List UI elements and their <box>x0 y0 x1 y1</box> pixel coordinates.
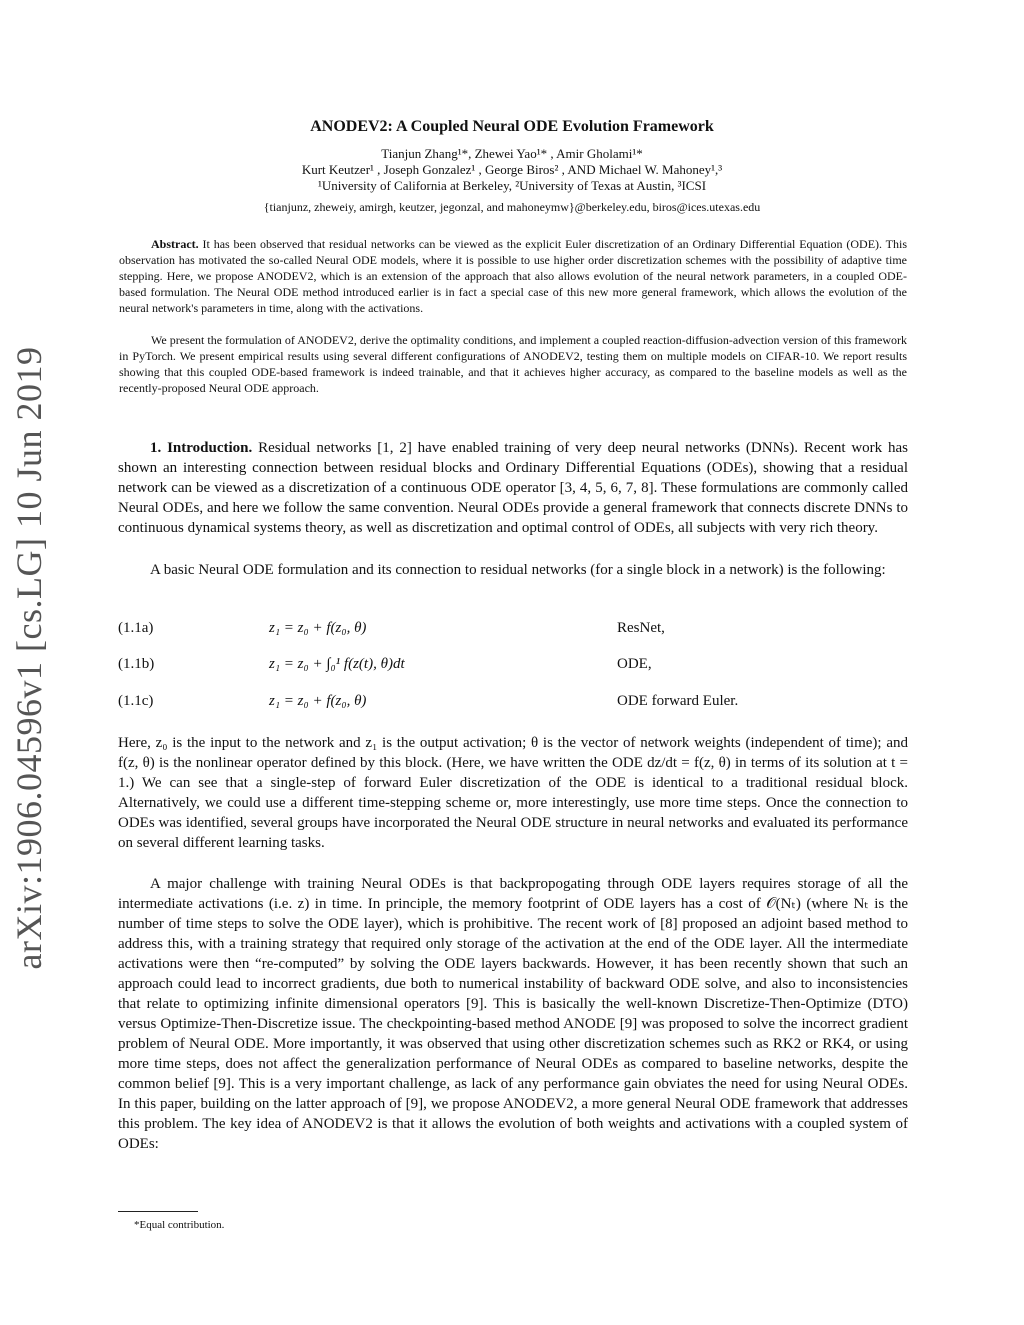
abstract-paragraph-2: We present the formulation of ANODEV2, derive the optimality conditions, and implement a coupled reaction-diffusion-advection version of this framework in PyTorch. We present empirical results using several different configurations of ANODEV2, testing them on multiple models on CIFAR-10. We report results showing that this coupled ODE-based framework is indeed trainable, and that it achieves higher accuracy, as compared to the baseline models as well as the recently-proposed Neural ODE approach. <box>119 333 907 395</box>
author-line-1: Tianjun Zhang¹*, Zhewei Yao¹* , Amir Gholami¹* <box>381 146 643 161</box>
paper-title: ANODEV2: A Coupled Neural ODE Evolution Framework <box>310 118 714 135</box>
abstract-label: Abstract. <box>151 237 199 251</box>
equation-label: (1.1b) <box>118 656 155 672</box>
arxiv-stamp: arXiv:1906.04596v1 [cs.LG] 10 Jun 2019 <box>9 346 49 970</box>
abstract-paragraph-1 <box>119 236 907 316</box>
equation-expression: z₁ = z₀ + f(z₀, θ) <box>269 620 367 636</box>
section-heading-introduction: 1. Introduction. <box>150 440 253 456</box>
equation-1-1b <box>118 656 908 680</box>
author-emails: {tianjunz, zheweiy, amirgh, keutzer, jegonzal, and mahoneymw}@berkeley.edu, biros@ices.utexas.edu <box>263 200 761 214</box>
intro-paragraph-2: A basic Neural ODE formulation and its connection to residual networks (for a single block in a network) is the following: <box>150 562 886 578</box>
equation-1-1a <box>118 620 908 644</box>
footnote-rule <box>118 1211 198 1212</box>
equation-note: ODE forward Euler. <box>617 693 739 709</box>
equation-expression: z₁ = z₀ + f(z₀, θ) <box>269 693 367 709</box>
equation-expression: z₁ = z₀ + ∫₀¹ f(z(t), θ)dt <box>269 656 405 672</box>
equation-label: (1.1a) <box>118 620 154 636</box>
author-line-2: Kurt Keutzer¹ , Joseph Gonzalez¹ , George Biros² , AND Michael W. Mahoney¹,³ <box>301 162 723 177</box>
equation-1-1c <box>118 693 908 717</box>
intro-paragraph-3: Here, z₀ is the input to the network and z₁ is the output activation; θ is the vector of network weights (independent of time); and f(z, θ) is the nonlinear operator defined by this block. (Here, we have written the ODE dz/dt = f(z, θ) in terms of its solution at t = 1.) We can see that a single-step of forward Euler discretization of the ODE is identical to a traditional residual block. Alternatively, we could use a different time-stepping scheme or, more interestingly, use more time steps. Once the connection to ODEs was identified, several groups have incorporated the Neural ODE structure in neural networks and evaluated its performance on several different learning tasks. <box>118 735 908 851</box>
intro-paragraph-1 <box>118 438 908 538</box>
affiliations: ¹University of California at Berkeley, ²University of Texas at Austin, ³ICSI <box>317 178 707 193</box>
equation-note: ResNet, <box>617 620 665 636</box>
equation-note: ODE, <box>617 656 652 672</box>
intro-text-1: Residual networks [1, 2] have enabled training of very deep neural networks (DNNs). Recent work has shown an interesting connection between residual blocks and Ordinary Differential Equations (ODEs), showing that a residual network can be viewed as a discretization of a continuous ODE operator [3, 4, 5, 6, 7, 8]. These formulations are commonly called Neural ODEs, and here we follow the same convention. Neural ODEs provide a general framework that connects discrete DNNs to continuous dynamical systems theory, as well as discretization and optimal control of ODEs, all subjects with very rich theory. <box>118 440 908 536</box>
abstract-text-1: It has been observed that residual networks can be viewed as the explicit Euler discretization of an Ordinary Differential Equation (ODE). This observation has motivated the so-called Neural ODE models, where it is possible to use higher order discretization schemes with the possibility of adaptive time stepping. Here, we propose ANODEV2, which is an extension of the approach that also allows evolution of the neural network parameters, in a coupled ODE-based formulation. The Neural ODE method introduced earlier is in fact a special case of this new more general framework, which allows the evolution of the neural network's parameters in time, along with the activations. <box>119 237 907 315</box>
intro-paragraph-4: A major challenge with training Neural ODEs is that backpropogating through ODE layers requires storage of all the intermediate activations (i.e. z) in time. In principle, the memory footprint of ODE layers has a cost of 𝒪(Nₜ) (where Nₜ is the number of time steps to solve the ODE layer), which is prohibitive. The recent work of [8] proposed an adjoint based method to address this, with a training strategy that required only storage of the activation at the end of the ODE layer. All the intermediate activations were then “re-computed” by solving the ODE layers backwards. However, it has been recently shown that such an approach could lead to incorrect gradients, due both to numerical instability of backward ODE solve, and also to inconsistencies that relate to optimizing infinite dimensional operators [9]. This is basically the well-known Discretize-Then-Optimize (DTO) versus Optimize-Then-Discretize issue. The checkpointing-based method ANODE [9] was proposed to solve the incorrect gradient problem of Neural ODE. More importantly, it was observed that using other discretization schemes such as RK2 or RK4, or using more time steps, does not affect the generalization performance of Neural ODEs as compared to baseline networks, despite the common belief [9]. This is a very important challenge, as lack of any performance gain obviates the need for using Neural ODEs. In this paper, building on the latter approach of [9], we propose ANODEV2, a more general Neural ODE framework that addresses this problem. The key idea of ANODEV2 is that it allows the evolution of both weights and activations with a coupled system of ODEs: <box>118 876 908 1152</box>
equation-label: (1.1c) <box>118 693 154 709</box>
footnote-equal-contribution: *Equal contribution. <box>134 1219 225 1231</box>
